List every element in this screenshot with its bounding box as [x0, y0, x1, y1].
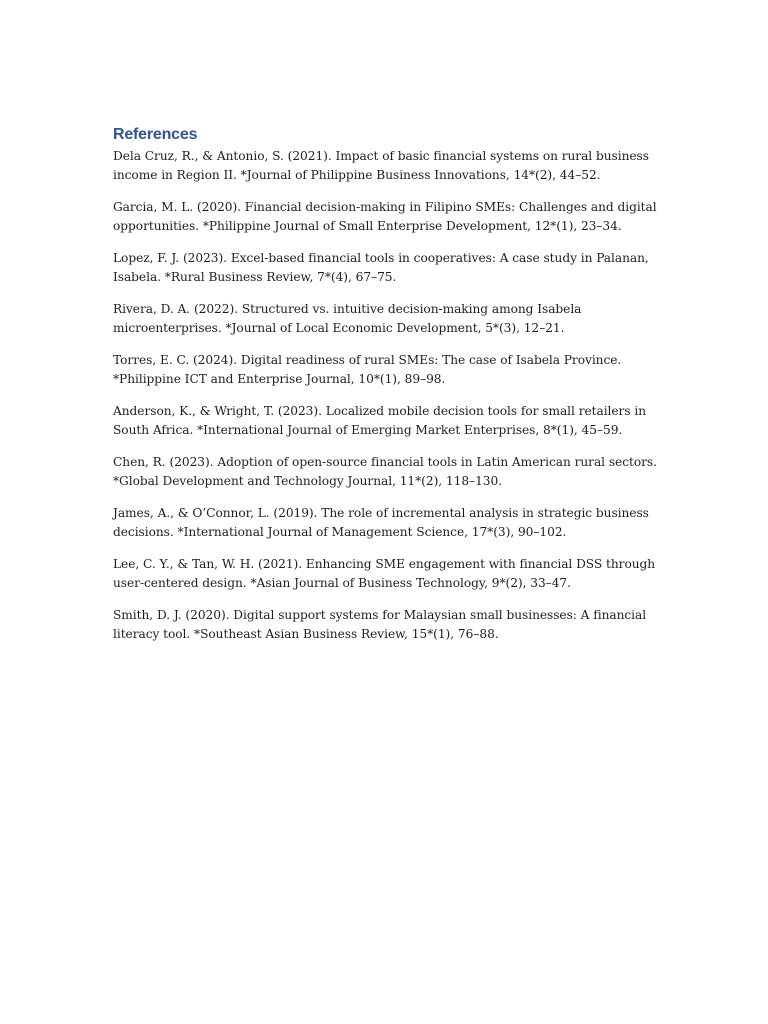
reference-item: James, A., & O’Connor, L. (2019). The role of incremental analysis in strategic business decisions. *International Journal of Management Science, 17*(3), 90–102. [113, 506, 649, 539]
references-heading: References [113, 126, 198, 143]
reference-item: Anderson, K., & Wright, T. (2023). Localized mobile decision tools for small retailers in South Africa. *International Journal of Emerging Market Enterprises, 8*(1), 45–59. [113, 404, 647, 437]
reference-item: Rivera, D. A. (2022). Structured vs. intuitive decision-making among Isabela microenterprises. *Journal of Local Economic Development, 5*(3), 12–21. [113, 302, 582, 335]
reference-item: Lee, C. Y., & Tan, W. H. (2021). Enhancing SME engagement with financial DSS through user-centered design. *Asian Journal of Business Technology, 9*(2), 33–47. [113, 557, 656, 590]
reference-item: Garcia, M. L. (2020). Financial decision-making in Filipino SMEs: Challenges and digital opportunities. *Philippine Journal of Small Enterprise Development, 12*(1), 23–34. [113, 200, 657, 233]
reference-item: Chen, R. (2023). Adoption of open-source financial tools in Latin American rural sectors. *Global Development and Technology Journal, 11*(2), 118–130. [113, 455, 657, 488]
references-section [113, 124, 658, 657]
reference-item: Torres, E. C. (2024). Digital readiness of rural SMEs: The case of Isabela Province. *Philippine ICT and Enterprise Journal, 10*(1), 89–98. [113, 353, 622, 386]
reference-item: Lopez, F. J. (2023). Excel-based financial tools in cooperatives: A case study in Palanan, Isabela. *Rural Business Review, 7*(4), 67–75. [113, 251, 649, 284]
reference-item: Dela Cruz, R., & Antonio, S. (2021). Impact of basic financial systems on rural business income in Region II. *Journal of Philippine Business Innovations, 14*(2), 44–52. [113, 149, 649, 182]
reference-item: Smith, D. J. (2020). Digital support systems for Malaysian small businesses: A financial literacy tool. *Southeast Asian Business Review, 15*(1), 76–88. [113, 608, 647, 641]
reference-list [113, 147, 658, 643]
